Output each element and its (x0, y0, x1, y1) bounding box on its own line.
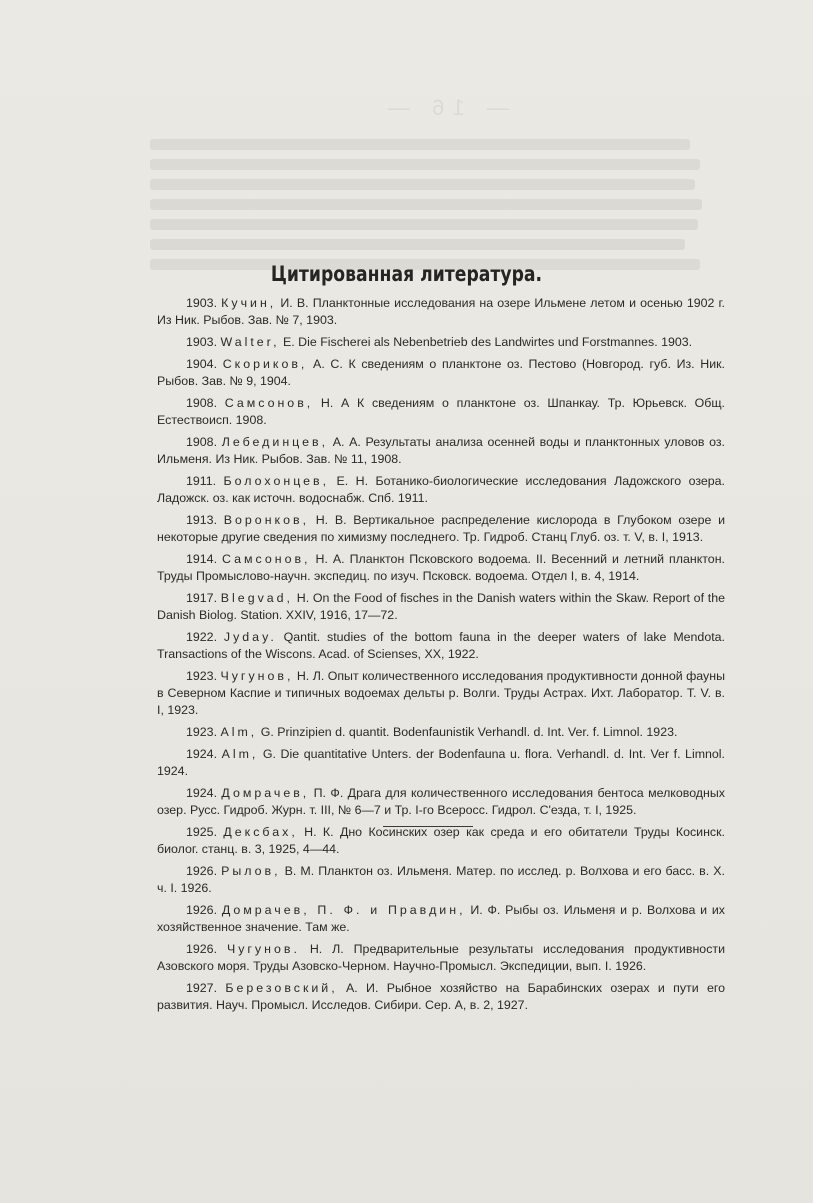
bibliography-entry (157, 629, 725, 663)
entry-year: 1922. (186, 630, 218, 645)
bibliography-entry (157, 551, 725, 585)
bibliography-entry (157, 334, 725, 351)
bibliography-entry (157, 356, 725, 390)
entry-text: Н. А К сведениям о планктоне оз. Шпанкау. Тр. Юрьевск. Общ. Естествоисп. 1908. (157, 396, 725, 427)
entry-author: Воронков, (223, 513, 310, 528)
entry-year: 1904. (186, 357, 218, 372)
entry-author: Alm, (221, 747, 259, 762)
entry-year: 1913. (186, 513, 218, 528)
entry-text: Н. К. Дно Косинских озер как среда и его обитатели Труды Косинск. биолог. станц. в. 3, 1925, 4—44. (157, 825, 725, 856)
bibliography-entry (157, 941, 725, 975)
bibliography-entry (157, 668, 725, 719)
bibliography-entry (157, 590, 725, 624)
bibliography-entry (157, 785, 725, 819)
entry-text: А. С. К сведениям о планктоне оз. Пестово (Новгород. губ. Из. Ник. Рыбов. Зав. № 9, 1904. (157, 357, 725, 388)
entry-year: 1911. (186, 474, 217, 489)
entry-year: 1917. (186, 591, 218, 606)
entry-author: Alm, (220, 725, 258, 739)
entry-author: Березовский, (225, 981, 338, 996)
bibliography-list (157, 295, 725, 1019)
bibliography-entry (157, 512, 725, 546)
entry-year: 1908. (186, 435, 218, 450)
entry-text: П. Ф. Драга для количественного исследования бентоса мелководных озер. Русс. Гидроб. Журн. т. III, № 6—7 и Тр. I-го Всеросс. Гидрол. С'езда, т. I, 1925. (157, 786, 725, 817)
entry-year: 1914. (186, 552, 218, 567)
entry-author: Blegvad, (220, 591, 294, 606)
entry-author: Jyday. (223, 630, 277, 645)
entry-year: 1926. (186, 864, 218, 879)
bibliography-entry (157, 863, 725, 897)
entry-author: Скориков, (222, 357, 308, 372)
entry-text: Н. Л. Предварительные результаты исследования продуктивности Азовского моря. Труды Азовско-Черном. Научно-Промысл. Экспедиции, вып. I. 1926. (157, 942, 725, 973)
entry-year: 1925. (186, 825, 218, 840)
entry-year: 1927. (186, 981, 218, 996)
bibliography-entry (157, 295, 725, 329)
entry-text: E. Die Fischerei als Nebenbetrieb des Landwirtes und Forstmannes. 1903. (279, 335, 693, 349)
entry-author: Домрачев, П. Ф. и Правдин, (221, 903, 466, 918)
entry-year: 1926. (186, 903, 218, 918)
entry-author: Чугунов. (226, 942, 300, 957)
entry-text: Е. Н. Ботанико-биологические исследования Ладожского озера. Ладожск. оз. как источн. водоснабж. Спб. 1911. (157, 474, 725, 505)
entry-text: Н. Л. Опыт количественного исследования продуктивности донной фауны в Северном Каспие и типичных водоемах дельты р. Волги. Труды Астрах. Ихт. Лаборатор. Т. V. в. I, 1923. (157, 669, 725, 717)
entry-year: 1926. (186, 942, 218, 957)
entry-author: Дексбах, (223, 825, 298, 840)
entry-author: Walter, (220, 335, 280, 349)
entry-year: 1903. (186, 296, 218, 310)
entry-text: А. И. Рыбное хозяйство на Барабинских озерах и пути его развития. Науч. Промысл. Исследов. Сибири. Сер. А, в. 2, 1927. (157, 981, 725, 1012)
end-divider (383, 826, 473, 827)
entry-author: Чугунов, (220, 669, 294, 684)
entry-text: G. Prinzipien d. quantit. Bodenfaunistik Verhandl. d. Int. Ver. f. Limnol. 1923. (257, 725, 678, 739)
entry-text: H. On the Food of fisches in the Danish waters within the Skaw. Report of the Danish Biolog. Station. XXIV, 1916, 17—72. (157, 591, 725, 622)
entry-text: Qantit. studies of the bottom fauna in the deeper waters of lake Mendota. Transactions of the Wiscons. Acad. of Scienses, XX, 1922. (157, 630, 725, 661)
entry-text: И. В. Планктонные исследования на озере Ильмене летом и осенью 1902 г. Из Ник. Рыбов. Зав. № 7, 1903. (157, 296, 725, 327)
entry-year: 1924. (186, 747, 218, 762)
entry-author: Болохонцев, (223, 474, 330, 489)
entry-text: Н. В. Вертикальное распределение кислорода в Глубоком озере и некоторые другие сведения по химизму последнего. Тр. Гидроб. Станц Глуб. оз. т. V, в. I, 1913. (157, 513, 725, 544)
entry-text: И. Ф. Рыбы оз. Ильменя и р. Волхова и их хозяйственное значение. Там же. (157, 903, 725, 934)
entry-author: Самсонов, (222, 552, 311, 567)
entry-year: 1903. (186, 335, 218, 349)
entry-year: 1908. (186, 396, 218, 411)
entry-author: Кучин, (221, 296, 277, 310)
entry-author: Лебединцев, (221, 435, 329, 450)
bibliography-entry (157, 473, 725, 507)
entry-text: А. А. Результаты анализа осенней воды и планктонных уловов оз. Ильменя. Из Ник. Рыбов. Зав. № 11, 1908. (157, 435, 725, 466)
entry-text: Н. А. Планктон Псковского водоема. II. Весенний и летний планктон. Труды Промыслово-научн. экспедиц. по изуч. Псковск. водоема. Отдел I, в. 4, 1914. (157, 552, 725, 583)
entry-author: Рылов, (221, 864, 281, 879)
bibliography-entry (157, 724, 725, 741)
page-title: Цитированная литература. (270, 262, 543, 286)
entry-text: G. Die quantitative Unters. der Bodenfauna u. flora. Verhandl. d. Int. Ver f. Limnol. 1924. (157, 747, 726, 778)
show-through-page-number: — 16 — (380, 95, 509, 120)
entry-author: Самсонов, (224, 396, 314, 411)
bibliography-entry (157, 980, 725, 1014)
entry-year: 1923. (186, 725, 218, 739)
bibliography-entry (157, 395, 725, 429)
bibliography-entry (157, 746, 725, 780)
entry-author: Домрачев, (221, 786, 310, 801)
entry-year: 1923. (186, 669, 218, 684)
entry-year: 1924. (186, 786, 218, 801)
bibliography-entry (157, 824, 725, 858)
bibliography-entry (157, 902, 725, 936)
entry-text: В. М. Планктон оз. Ильменя. Матер. по исслед. р. Волхова и его басс. в. X. ч. I. 1926. (157, 864, 725, 895)
bibliography-entry (157, 434, 725, 468)
